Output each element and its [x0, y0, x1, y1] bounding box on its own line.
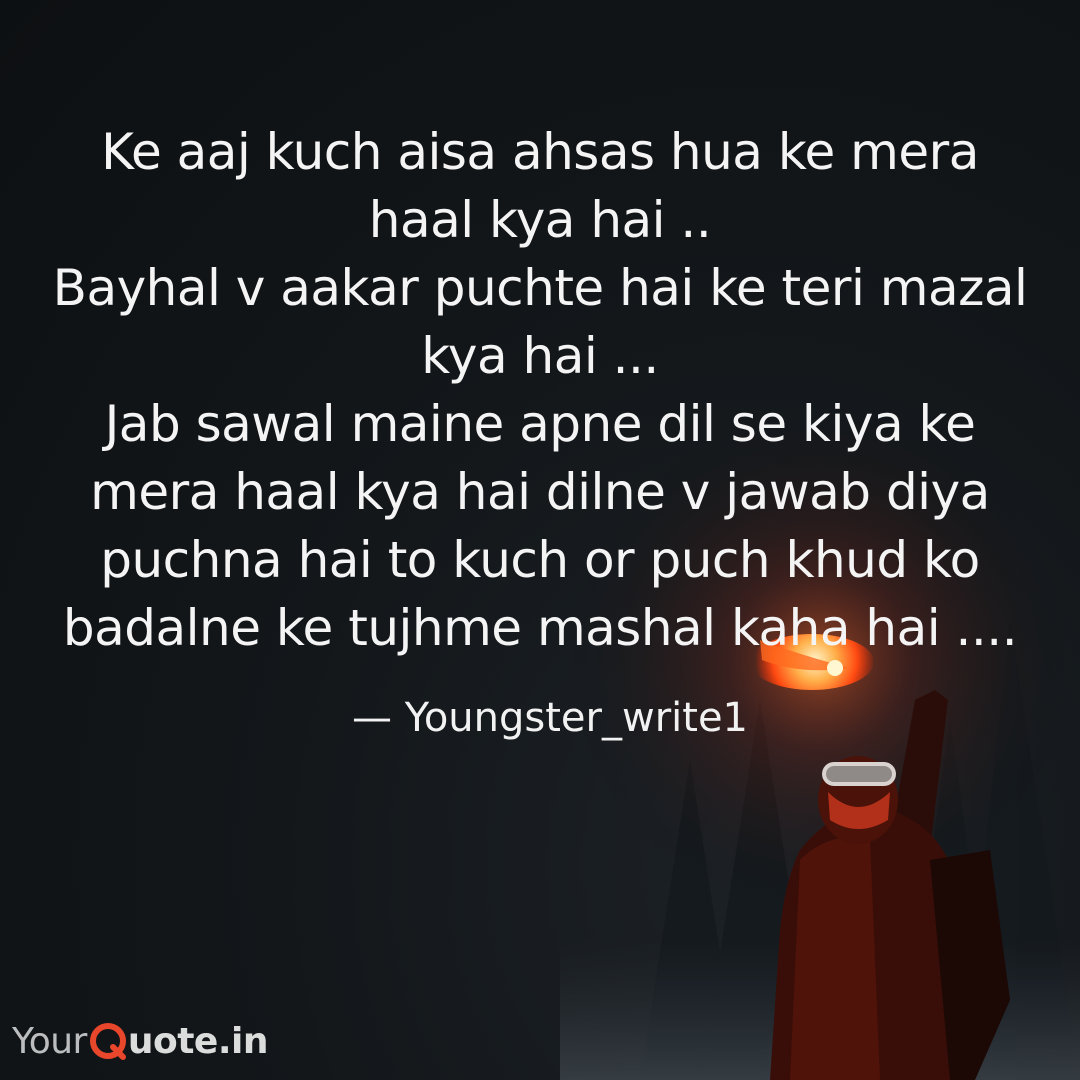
quote-line: haal kya hai ..: [368, 191, 712, 249]
quote-text: [30, 118, 1050, 662]
quote-line: Jab sawal maine apne dil se kiya ke: [104, 395, 976, 453]
quote-line: Ke aaj kuch aisa ahsas hua ke mera: [101, 123, 979, 181]
logo-prefix: Your: [12, 1020, 87, 1062]
quote-line: badalne ke tujhme mashal kaha hai ....: [62, 599, 1018, 657]
yourquote-logo: [12, 1012, 268, 1070]
logo-suffix: uote.in: [127, 1020, 268, 1062]
quote-line: mera haal kya hai dilne v jawab diya: [90, 463, 990, 521]
quote-q-icon: [89, 1022, 127, 1060]
author-signature: — Youngster_write1: [352, 695, 748, 741]
quote-line: puchna hai to kuch or puch khud ko: [100, 531, 980, 589]
quote-line: Bayhal v aakar puchte hai ke teri mazal: [52, 259, 1028, 317]
quote-line: kya hai ...: [421, 327, 659, 385]
